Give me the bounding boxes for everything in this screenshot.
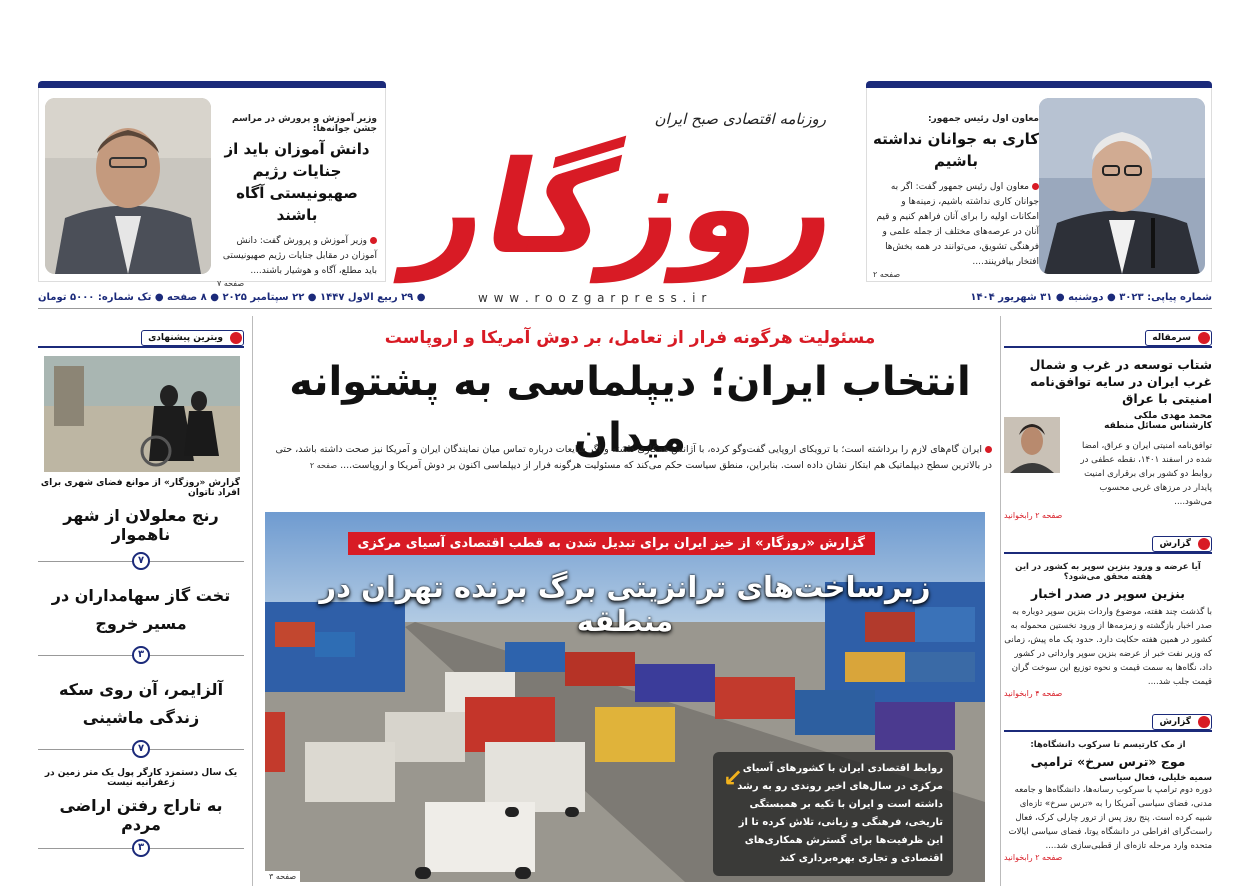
top-left-kicker: وزیر آموزش و پرورش در مراسم جشن جوانه‌ها: [231,114,377,134]
date-info: ● ۲۹ ربیع الاول ۱۴۴۷ ● ۲۲ سپتامبر ۲۰۲۵ ● ۸ صفحه ● تک شماره: ۵۰۰۰ تومان [38,292,426,303]
author-photo [1004,417,1060,473]
main-headline[interactable]: انتخاب ایران؛ دیپلماسی به پشتوانه میدان [289,359,971,461]
page-number-badge[interactable]: ۳ [132,646,150,664]
page-number-badge[interactable]: ۷ [132,740,150,758]
vitrine-item-2-title[interactable]: تخت گاز سهامداران در مسیر خروج [51,586,231,633]
bullet-icon [985,446,992,453]
section-icon [1198,332,1210,344]
report2-author: سمیه خلیلی، فعال سیاسی [1099,773,1212,783]
main-body-wrap [264,442,992,474]
editorial-page-ref[interactable]: صفحه ۲ رابخوانید [1004,511,1063,520]
top-left-box [38,88,386,288]
website[interactable]: w w w . r o o z g a r p r e s s . i r [478,291,708,305]
photo-headline[interactable]: زیرساخت‌های ترانزیتی برگ برنده تهران در منطقه [319,570,931,638]
vp-photo [1039,98,1205,274]
arrow-icon: ↙ [723,764,744,792]
report2-kicker: از مک کارتیسم تا سرکوب دانشگاه‌ها: [1030,740,1186,750]
report2-section-label[interactable]: گزارش [1152,714,1212,730]
photo-caption-text: روابط اقتصادی ایران با کشورهای آسیای مرکزی در سال‌های اخیر روندی رو به رشد داشته است و ایران با تکیه بر همبستگی تاریخی، فرهنگی و زبانی، تلاش کرده تا از این ظرفیت‌ها برای گسترش همکاری‌های اقتصادی و تجاری بهره‌برداری کند [737,763,943,864]
vitrine-item-4-title[interactable]: به تاراج رفتن اراضی مردم [59,796,223,834]
report1-body: با گذشت چند هفته، موضوع واردات بنزین سوپر دوباره به صدر اخبار بازگشته و زمزمه‌ها از ورود نخستین محموله به کشور در همین هفته حکایت دارد. حدود یک ماه پیش، زمانی که وزیر نفت خبر از عرضه بنزین سوپر وارداتی در کشور داد، نگاه‌ها به سمت قیمت و نحوه توزیع این سوخت گران قیمت جلب شد.... [1004,607,1212,687]
report2-section-head [1004,714,1212,732]
top-right-box [866,88,1212,282]
left-column [38,330,244,858]
photo-story[interactable] [265,512,985,882]
page-number-badge[interactable]: ۳ [132,839,150,857]
main-body: ایران گام‌های لازم را برداشته است؛ با ترویکای اروپایی گفت‌وگو کرده، با آژانس همکاری داشته و اگر شایعات درباره تماس میان نمایندگان ایران و آمریکا نیز صحت داشته باشد، حتی در بالاترین سطح دیپلماتیک هم ابتکار نشان داده است. بنابراین، منطق سیاست حکم می‌کند که مسئولیت هرگونه فرار از دیپلماسی اکنون بر دوش آمریکا و اروپاست.... [275,444,992,471]
photo-caption [713,752,953,876]
top-right-body: معاون اول رئیس جمهور گفت: اگر به جوانان کاری نداشته باشیم، زمینه‌ها و امکانات اولیه را برای آنان فراهم کنیم و قیم آنان در عرصه‌های مختلف از جمله علمی و فرهنگی تشویق، می‌توانند در همه بخش‌ها افتخار بیافرینند.... [876,182,1039,267]
top-right-bar [866,81,1212,88]
vitrine-item-4-kicker: یک سال دستمزد کارگر پول یک متر زمین در زعفرانیه نیست [44,768,238,788]
date-strip [38,291,1212,309]
bullet-icon [1032,183,1039,190]
top-right-kicker: معاون اول رئیس جمهور: [927,114,1039,124]
report1-page-ref[interactable]: صفحه ۴ رابخوانید [1004,689,1063,698]
report1-kicker: آیا عرضه و ورود بنزین سوپر به کشور در این هفته محقق می‌شود؟ [1015,562,1201,582]
section-icon [1198,538,1210,550]
report2-body: دوره دوم ترامپ با سرکوب رسانه‌ها، دانشگاه‌ها و جامعه مدنی، فضای سیاسی آمریکا را به «ترس سرخ» تازه‌ای شبیه کرده است. پنج روز پس از ترور چارلی کرک، فعال راست‌گرای افراطی در دانشگاه یوتا، فضای سیاسی ایالات متحده وارد مرحله تازه‌ای از قطبی‌سازی شد.... [1008,785,1212,851]
editorial-title[interactable]: شتاب توسعه در غرب و شمال غرب ایران در سایه توافق‌نامه امنیتی با عراق [1029,357,1212,406]
top-left-bar [38,81,386,88]
page-number-badge[interactable]: ۷ [132,552,150,570]
report1-section-label[interactable]: گزارش [1152,536,1212,552]
editorial-section-label[interactable]: سرمقاله [1145,330,1212,346]
editorial-author-role: کارشناس مسائل منطقه [1104,421,1212,431]
left-col-divider [252,316,253,886]
section-icon [1198,716,1210,728]
photo-banner: گزارش «روزگار» از خیز ایران برای تبدیل شدن به قطب اقتصادی آسیای مرکزی [348,532,876,555]
logo[interactable]: روزگار [398,134,854,283]
editorial-author: محمد مهدی ملکی [1133,411,1212,421]
top-left-body: وزیر آموزش و پرورش گفت: دانش آموزان در مقابل جنایات رژیم صهیونیستی باید مطلع، آگاه و هوشیار باشند.... [222,236,377,276]
issue-info: شماره پیاپی: ۳۰۲۳ ● دوشنبه ● ۳۱ شهریور ۱۴۰۴ [970,292,1212,303]
report1-title[interactable]: بنزین سوپر در صدر اخبار [1031,586,1185,601]
bullet-icon [370,237,377,244]
right-col-divider [1000,316,1001,886]
section-icon [230,332,242,344]
editorial-body: توافق‌نامه امنیتی ایران و عراق، امضا شده در اسفند ۱۴۰۱، نقطه عطفی در روابط دو کشور برای برقراری امنیت پایدار در مرزهای غربی محسوب می‌شود.... [1080,441,1212,507]
report2-title[interactable]: موج «ترس سرخ» ترامپی [1030,754,1186,769]
tagline: روزنامه اقتصادی صبح ایران [654,110,826,128]
report2-page-ref[interactable]: صفحه ۲ رابخوانید [1004,853,1063,862]
vitrine-section-head [38,330,244,348]
wheelchair-photo [44,356,240,472]
report1-section-head [1004,536,1212,554]
editorial-section-head [1004,330,1212,348]
top-right-title[interactable]: کاری به جوانان نداشته باشیم [873,130,1039,170]
top-right-page-ref[interactable]: صفحه ۲ [873,270,901,279]
main-kicker: مسئولیت هرگونه فرار از تعامل، بر دوش آمریکا و اروپاست [384,328,876,348]
vitrine-item-1-title[interactable]: رنج معلولان از شهر ناهموار [63,506,219,544]
main-page-ref[interactable]: صفحه ۲ [309,461,338,470]
vitrine-item-3-title[interactable]: آلزایمر، آن روی سکه زندگی ماشینی [58,680,224,727]
vitrine-section-label[interactable]: ویترین پیشنهادی [141,330,244,346]
top-left-title[interactable]: دانش آموزان باید از جنایات رژیم صهیونیستی آگاه باشند [224,140,370,224]
top-left-page-ref[interactable]: صفحه ۷ [217,279,245,288]
photo-page-ref[interactable]: صفحه ۳ [265,871,300,882]
masthead [396,74,856,294]
vitrine-item-1-kicker: گزارش «روزگار» از موانع فضای شهری برای افراد ناتوان [40,478,240,498]
minister-photo [45,98,211,274]
right-column [1004,330,1212,862]
